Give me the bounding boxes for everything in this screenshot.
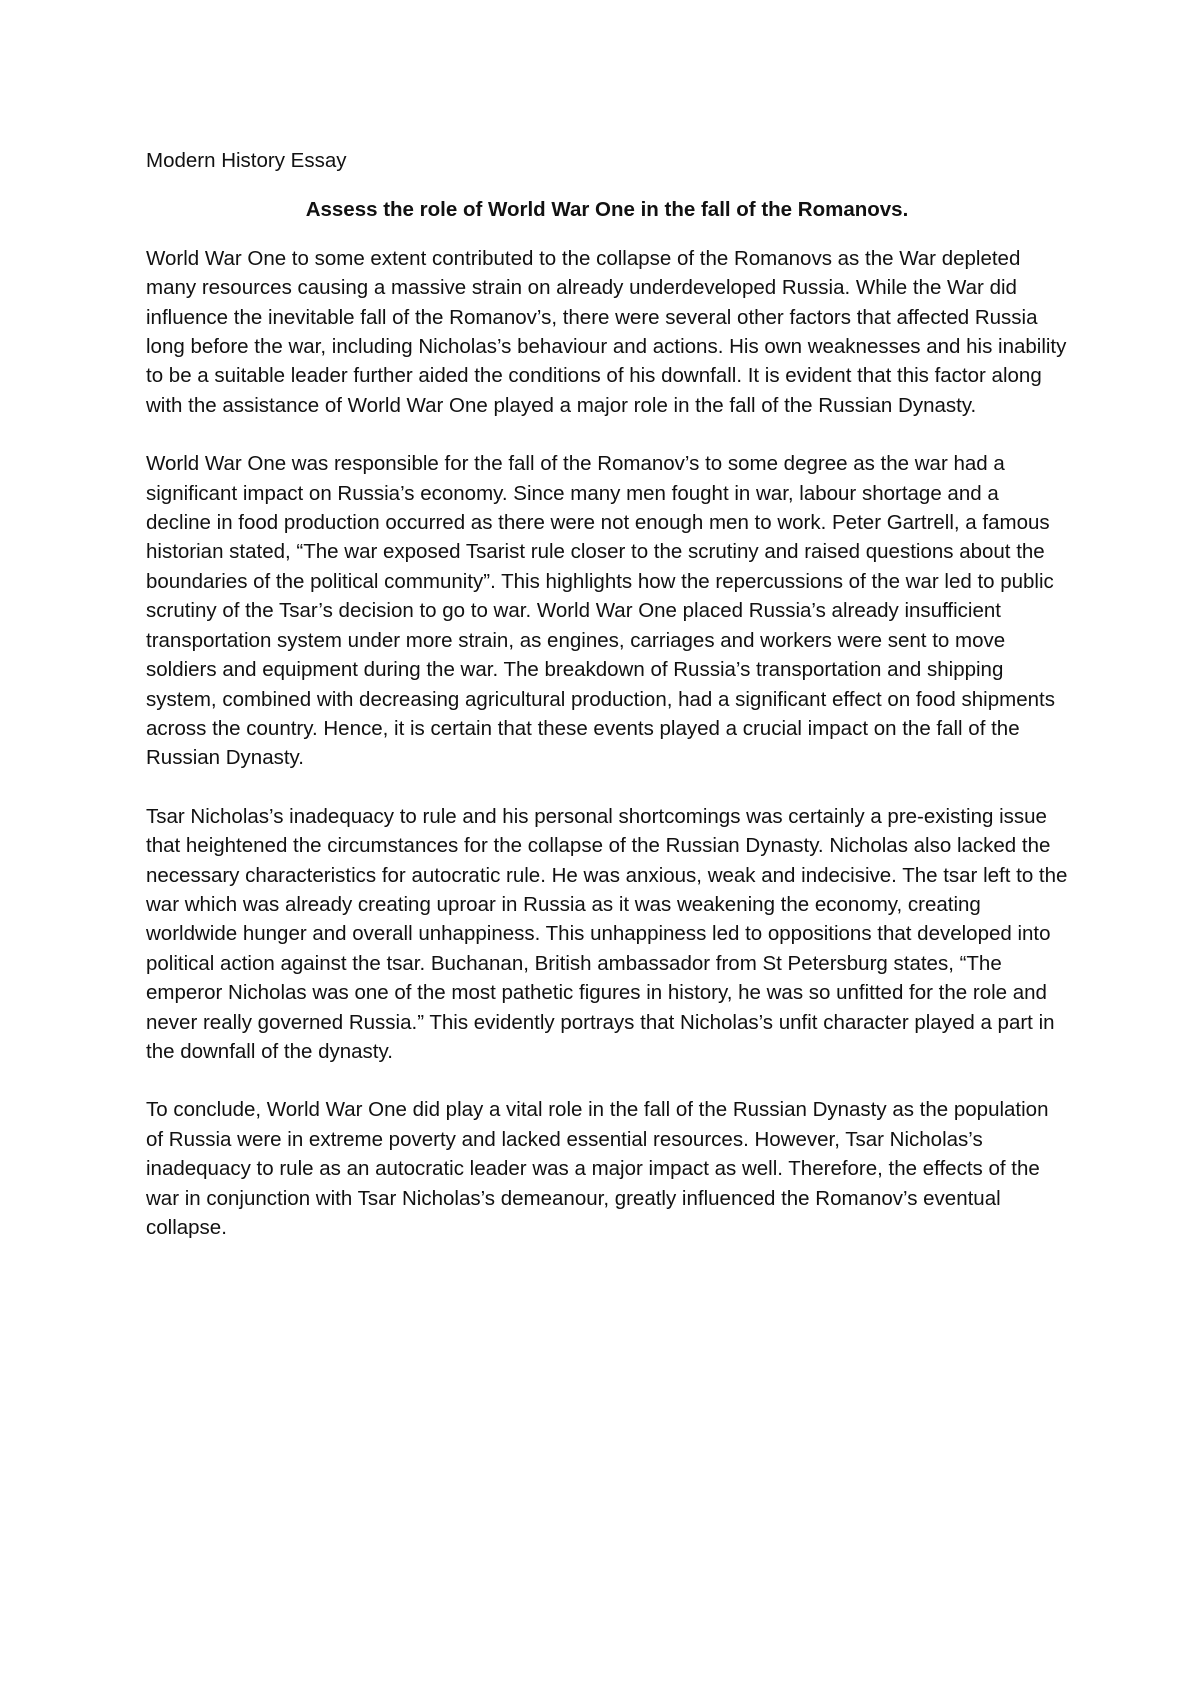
document-body xyxy=(146,146,1068,1271)
paragraph-war-impact: World War One was responsible for the fall of the Romanov’s to some degree as the war had a significant impact on Russia’s economy. Since many men fought in war, labour shortage and a decline in food production occurred as there were not enough men to work. Peter Gartrell, a famous historian stated, “The war exposed Tsarist rule closer to the scrutiny and raised questions about the boundaries of the political community”. This highlights how the repercussions of the war led to public scrutiny of the Tsar’s decision to go to war. World War One placed Russia’s already insufficient transportation system under more strain, as engines, carriages and workers were sent to move soldiers and equipment during the war. The breakdown of Russia’s transportation and shipping system, combined with decreasing agricultural production, had a significant effect on food shipments across the country. Hence, it is certain that these events played a crucial impact on the fall of the Russian Dynasty. xyxy=(146,452,1055,770)
essay-title: Assess the role of World War One in the fall of the Romanovs. xyxy=(305,198,909,222)
paragraph-introduction: World War One to some extent contributed to the collapse of the Romanovs as the War depleted many resources causing a massive strain on already underdeveloped Russia. While the War did influence the inevitable fall of the Romanov’s, there were several other factors that affected Russia long before the war, including Nicholas’s behaviour and actions. His own weaknesses and his inability to be a suitable leader further aided the conditions of his downfall. It is evident that this factor along with the assistance of World War One played a major role in the fall of the Russian Dynasty. xyxy=(146,246,1067,417)
paragraph-conclusion: To conclude, World War One did play a vital role in the fall of the Russian Dynasty as the population of Russia were in extreme poverty and lacked essential resources. However, Tsar Nicholas’s inadequacy to rule as an autocratic leader was a major impact as well. Therefore, the effects of the war in conjunction with Tsar Nicholas’s demeanour, greatly influenced the Romanov’s eventual collapse. xyxy=(146,1098,1049,1239)
paragraph-nicholas-shortcomings: Tsar Nicholas’s inadequacy to rule and his personal shortcomings was certainly a pre-existing issue that heightened the circumstances for the collapse of the Russian Dynasty. Nicholas also lacked the necessary characteristics for autocratic rule. He was anxious, weak and indecisive. The tsar left to the war which was already creating uproar in Russia as it was weakening the economy, creating worldwide hunger and overall unhappiness. This unhappiness led to oppositions that developed into political action against the tsar. Buchanan, British ambassador from St Petersburg states, “The emperor Nicholas was one of the most pathetic figures in history, he was so unfitted for the role and never really governed Russia.” This evidently portrays that Nicholas’s unfit character played a part in the downfall of the dynasty. xyxy=(146,804,1068,1063)
document-label: Modern History Essay xyxy=(146,149,347,172)
